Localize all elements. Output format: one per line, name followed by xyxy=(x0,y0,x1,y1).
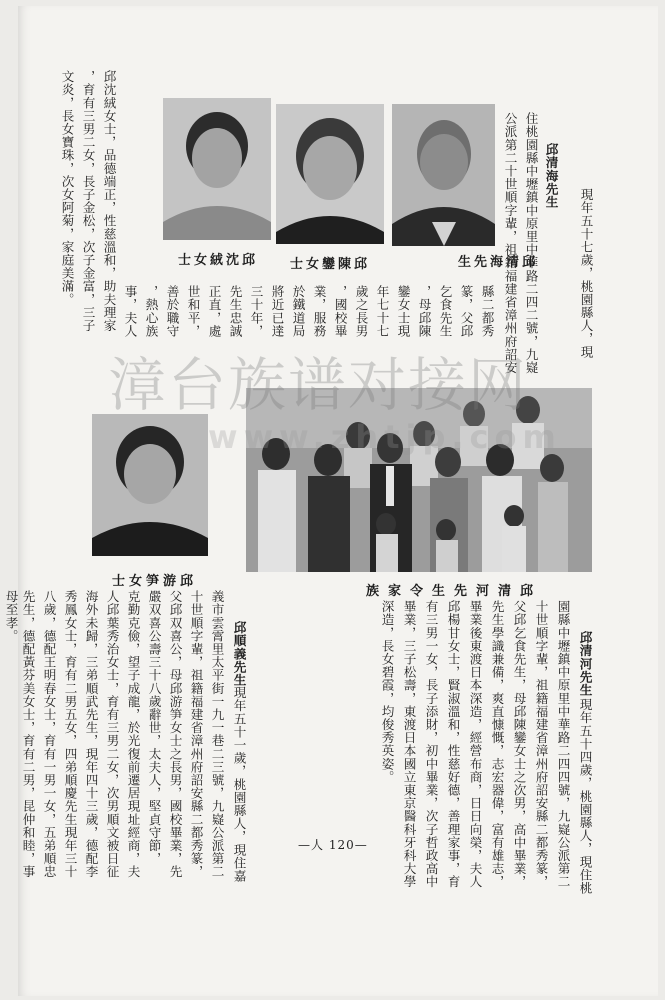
bio-qiu-qinghe-line-0: 現年五十四歲，桃園縣人，現住桃 xyxy=(577,698,593,895)
portrait-qiu-chen-luan xyxy=(276,104,384,244)
bio-qiu-qinghai-col-16: 正直，處 xyxy=(206,285,222,338)
bio-qiu-qinghe-name-text: 邱清河先生 xyxy=(577,631,593,697)
bio-qiu-qinghe-line-7: 有三男一女，長子添財，初中畢業，次子哲政高中 xyxy=(423,600,439,889)
bio-qiu-qinghai-col-17: 世和平， xyxy=(185,285,201,338)
bio-qiu-shen-line-1: ，育有三男二女，長子金松，次子金富，三子 xyxy=(80,70,96,332)
bio-qiu-qinghai-line-0: 現年五十七歲，桃園縣人，現 xyxy=(578,188,594,359)
bio-qiu-qinghai-col-14: 三十年， xyxy=(248,285,264,338)
bio-qiu-qinghai-col-11: 業，服務 xyxy=(311,285,327,338)
bio-qiu-qinghai-col-13: 將近已達 xyxy=(269,285,285,338)
bio-qiu-qinghe-line-8: 畢業，三子松壽，東渡日本國立東京醫科牙科大學 xyxy=(401,600,417,889)
bio-qiu-qinghai-col-12: 於鐵道局 xyxy=(290,285,306,338)
bio-qiu-qinghe-line-9: 深造，長女碧霞，均俊秀英姿。 xyxy=(379,600,395,784)
bio-qiu-qinghai-col-9: 歲之長男 xyxy=(353,285,369,338)
bio-qiu-shen-line-2: 文炎，長女寶珠，次女阿菊，家庭美滿。 xyxy=(59,70,75,306)
caption-qiu-qinghe-family: 邱清河先生令家族 xyxy=(366,584,543,599)
bio-qiu-shunyi-line-10: 先生，德配黃芬美女士，育有二男，昆仲和睦，事 xyxy=(20,590,36,879)
bio-qiu-shunyi-line-5: 克勤克儉，望子成龍，於光復前遷居現址經商，夫 xyxy=(125,590,141,879)
bio-qiu-shunyi-line-6: 人邱葉秀治女士，育有三男二女，次男順文被日征 xyxy=(104,590,120,879)
page-number: —人 120— xyxy=(298,838,368,852)
watermark-url: www.zhtjp.com xyxy=(208,418,562,456)
bio-qiu-shunyi-line-1: 義市雲霄里太平街一九一巷二三號，九嶷公派第二 xyxy=(209,590,225,879)
bio-qiu-qinghai-col-15: 先生忠誠 xyxy=(227,285,243,338)
portrait-qiu-you-sun xyxy=(92,414,208,556)
bio-qiu-qinghai-col-3: 縣二都秀 xyxy=(479,285,495,338)
bio-qiu-qinghai-line-1: 住桃園縣中壢鎮中原里中華路二四二號，九嶷 xyxy=(523,112,539,374)
bio-qiu-qinghe-line-4: 先生學識兼備，爽直慷慨，志宏器偉，富有雄志， xyxy=(489,600,505,889)
bio-qiu-qinghe-line-3: 父邱乞食先生，母邱陳鑾女士之次男，高中畢業， xyxy=(511,600,527,889)
bio-qiu-shunyi-line-4: 嚴双喜公壽三十八歲辭世，太夫人，堅貞守節， xyxy=(146,590,162,866)
bio-qiu-qinghai-col-7: 鑾女士現 xyxy=(395,285,411,338)
bio-qiu-shunyi-line-2: 十世順字輩，祖籍福建省漳州府詔安縣二都秀篆， xyxy=(188,590,204,879)
bio-qiu-qinghai-col-4: 篆，父邱 xyxy=(458,285,474,338)
bio-qiu-qinghai-col-19: ，熱心族 xyxy=(143,285,159,338)
caption-qiu-you-sun: 邱游笋女士 xyxy=(112,574,198,589)
bio-qiu-qinghe-line-1: 園縣中壢鎮中原里中華路二四四號，九嶷公派第二 xyxy=(555,600,571,889)
bio-qiu-qinghai-col-8: 年七十七 xyxy=(374,285,390,338)
watermark-chinese: 漳台族谱对接网 xyxy=(108,351,529,419)
bio-qiu-qinghai-line-2: 公派第二十世順字輩，祖籍福建省漳州府詔安 xyxy=(502,112,518,374)
portrait-qiu-you-sun-image xyxy=(92,414,208,556)
bio-qiu-qinghe-line-6: 邱楊甘女士，賢淑溫和，性慈好德，善理家事，育 xyxy=(445,600,461,889)
bio-name: 邱清海先生 xyxy=(543,143,559,209)
portrait-qiu-chen-luan-image xyxy=(276,104,384,244)
portrait-qiu-qinghai xyxy=(392,104,495,246)
bio-qiu-shunyi-line-9: 八歲，德配王明春女士，育有一男一女，五弟順忠 xyxy=(41,590,57,879)
bio-qiu-shunyi-line-7: 海外未歸，三弟順武先生，現年四十三歲，德配李 xyxy=(83,590,99,879)
bio-qiu-qinghai-col-10: ，國校畢 xyxy=(332,285,348,338)
bio-qiu-qinghai-col-5: 乞食先生 xyxy=(437,285,453,338)
bio-qiu-shunyi-line-8: 秀鳳女士，育有二男五女，四弟順慶先生現年三十 xyxy=(62,590,78,879)
bio-qiu-shunyi-name-text: 邱順義先生 xyxy=(231,621,247,687)
bio-qiu-shunyi-line-3: 父邱双喜公，母邱游笋女士之長男，國校畢業，先 xyxy=(167,590,183,879)
caption-qiu-chen-luan: 邱陳鑾女士 xyxy=(290,257,371,272)
portrait-qiu-qinghai-image xyxy=(392,104,495,246)
bio-qiu-qinghai-col-6: ，母邱陳 xyxy=(416,285,432,338)
bio-qiu-shunyi-line-11: 母至孝。 xyxy=(3,590,19,643)
bio-qiu-qinghai-col-18: 善於職守 xyxy=(164,285,180,338)
portrait-qiu-shen-rong xyxy=(163,98,271,240)
bio-qiu-shen-line-0: 邱沈絨女士，品德端正，性慈溫和，助夫理家 xyxy=(101,70,117,332)
bio-qiu-shunyi-name xyxy=(228,590,271,700)
caption-qiu-qinghai: 邱清海先生 xyxy=(458,255,539,270)
bio-qiu-qinghe-line-5: 畢業後東渡日本深造，經營布商，日日向榮，夫人 xyxy=(467,600,483,889)
bio-qiu-shunyi-line-0: 現年五十一歲，桃園縣人，現住嘉 xyxy=(231,686,247,883)
portrait-qiu-shen-rong-image xyxy=(163,98,271,240)
caption-qiu-shen-rong: 邱沈絨女士 xyxy=(178,253,259,268)
bio-qiu-qinghai-col-20: 事，夫人 xyxy=(122,285,138,338)
bio-qiu-qinghe-line-2: 十世順字輩，祖籍福建省漳州府詔安縣二都秀篆， xyxy=(533,600,549,889)
